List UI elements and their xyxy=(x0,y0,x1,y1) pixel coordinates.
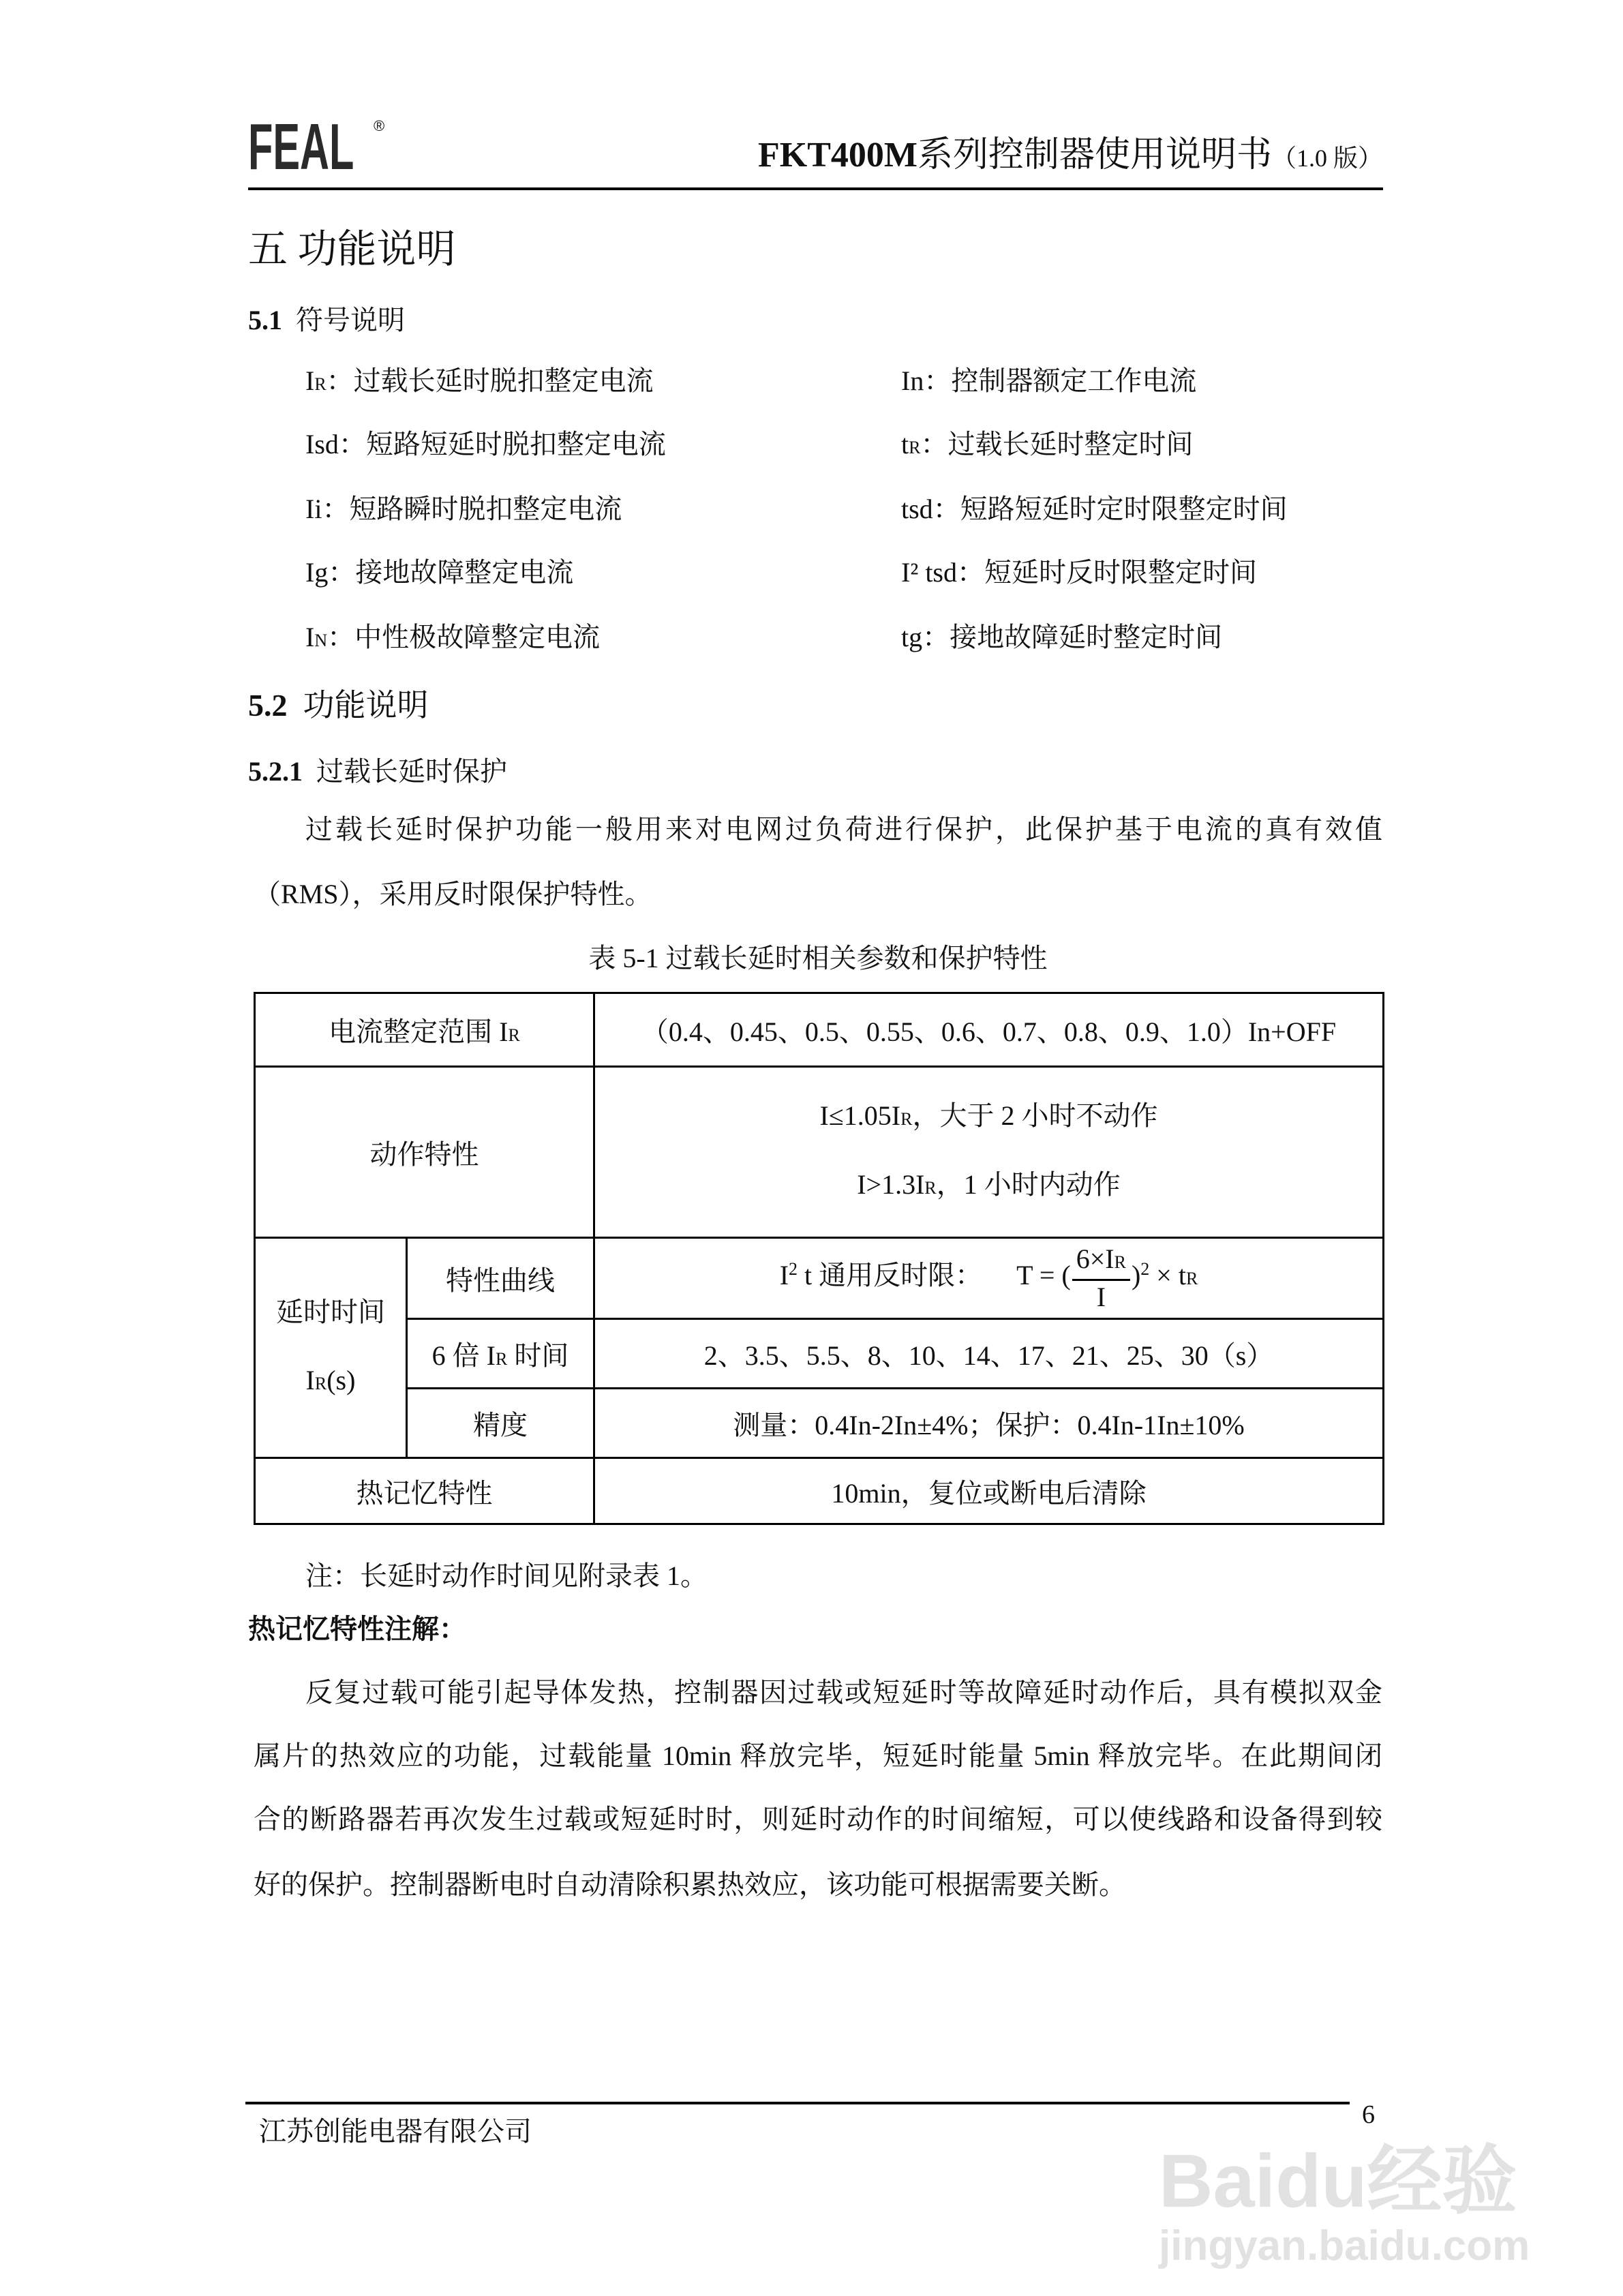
symbol-subscript: N xyxy=(314,631,328,650)
symbol-description: ：短路瞬时脱扣整定电流 xyxy=(322,494,622,524)
cell-value: 测量：0.4In-2In±4%；保护：0.4In-1In±10% xyxy=(594,1389,1384,1458)
symbol-description: ：过载长延时脱扣整定电流 xyxy=(326,365,654,396)
intro-line: 过载长延时保护功能一般用来对电网过负荷进行保护，此保护基于电流的真有效值 xyxy=(305,814,1382,845)
feal-logo: FEAL xyxy=(248,110,354,183)
section-5-2-1-heading xyxy=(248,750,507,789)
symbol: I xyxy=(305,622,315,652)
cell-label: 延时时间 IR(s) xyxy=(255,1238,407,1458)
company-name: 江苏创能电器有限公司 xyxy=(259,2116,532,2147)
cell-label: 热记忆特性 xyxy=(255,1458,594,1524)
section-number: 5.1 xyxy=(248,305,282,335)
version: （1.0 版） xyxy=(1271,145,1382,172)
document-title xyxy=(758,135,1382,179)
chapter-title: 五 功能说明 xyxy=(248,227,456,271)
cell-label: 特性曲线 xyxy=(407,1238,594,1319)
table-row xyxy=(255,1238,1384,1319)
thermal-title: 热记忆特性注解： xyxy=(248,1614,466,1644)
section-number: 5.2.1 xyxy=(248,756,303,787)
watermark-url: jingyan.baidu.com xyxy=(1159,2222,1530,2269)
cell-value: （0.4、0.45、0.5、0.55、0.6、0.7、0.8、0.9、1.0）In+OFF xyxy=(594,993,1384,1067)
symbol-item xyxy=(901,365,1196,400)
intro-line: （RMS），采用反时限保护特性。 xyxy=(254,879,652,909)
table-row xyxy=(255,993,1384,1067)
section-title: 符号说明 xyxy=(296,305,405,335)
cell-value: 10min，复位或断电后清除 xyxy=(594,1458,1384,1524)
cell-value: I≤1.05IR，大于 2 小时不动作 I>1.3IR，1 小时内动作 xyxy=(594,1067,1384,1238)
symbol-item xyxy=(305,494,622,528)
symbol-description: ：中性极故障整定电流 xyxy=(327,622,601,652)
section-number: 5.2 xyxy=(248,688,288,723)
page-number: 6 xyxy=(1362,2100,1375,2129)
symbol-item xyxy=(901,557,1257,592)
symbol-description: ：控制器额定工作电流 xyxy=(924,365,1197,396)
symbol-item xyxy=(901,494,1288,528)
section-5-1-heading xyxy=(248,299,405,337)
cell-label: 电流整定范围 IR xyxy=(255,993,594,1067)
symbol: Ii xyxy=(305,494,322,524)
cell-label: 6 倍 IR 时间 xyxy=(407,1319,594,1389)
table-row xyxy=(255,1458,1384,1524)
symbol: tsd xyxy=(901,494,933,524)
symbol-item xyxy=(901,429,1193,464)
symbol-item xyxy=(305,622,600,656)
symbol: Ig xyxy=(305,557,329,588)
symbol-description: ：接地故障延时整定时间 xyxy=(922,622,1223,652)
symbol: tg xyxy=(901,622,923,652)
symbol-item xyxy=(901,622,1222,656)
symbol-description: ：短路短延时定时限整定时间 xyxy=(932,494,1288,524)
table-caption: 表 5-1 过载长延时相关参数和保护特性 xyxy=(588,943,1048,973)
baidu-watermark xyxy=(1159,2141,1530,2270)
symbol: I² tsd xyxy=(901,557,957,588)
section-title: 过载长延时保护 xyxy=(316,756,507,787)
symbol-item xyxy=(305,429,666,464)
title-text: 系列控制器使用说明书 xyxy=(917,136,1272,175)
symbol-description: ：接地故障整定电流 xyxy=(328,557,574,588)
cell-label: 动作特性 xyxy=(255,1067,594,1238)
thermal-line: 属片的热效应的功能，过载能量 10min 释放完毕，短延时能量 5min 释放完毕。在此期间闭 xyxy=(254,1740,1382,1771)
symbol: I xyxy=(305,365,315,396)
symbol-subscript: R xyxy=(909,438,921,457)
cell-label: 精度 xyxy=(407,1389,594,1458)
thermal-line: 合的断路器若再次发生过载或短延时时，则延时动作的时间缩短，可以使线路和设备得到较 xyxy=(254,1804,1382,1834)
table-row xyxy=(255,1389,1384,1458)
symbol: t xyxy=(901,429,909,459)
thermal-line: 反复过载可能引起导体发热，控制器因过载或短延时等故障延时动作后，具有模拟双金 xyxy=(305,1677,1382,1708)
table-note: 注：长延时动作时间见附录表 1。 xyxy=(305,1560,708,1591)
symbol: Isd xyxy=(305,429,339,459)
cell-value: 2、3.5、5.5、8、10、14、17、21、25、30（s） xyxy=(594,1319,1384,1389)
table-row xyxy=(255,1067,1384,1238)
footer-divider xyxy=(245,2102,1350,2104)
parameter-table xyxy=(254,992,1384,1525)
registered-mark: ® xyxy=(374,117,385,134)
model-name: FKT400M xyxy=(757,136,917,175)
thermal-line: 好的保护。控制器断电时自动清除积累热效应，该功能可根据需要关断。 xyxy=(254,1869,1126,1900)
symbol: In xyxy=(901,365,924,396)
header-divider xyxy=(248,187,1383,190)
formula-cell: $I^2$ t 通用反时限： T = ( $\frac{6\times IR}{I}$ )$^2$ × tR xyxy=(594,1238,1384,1319)
table-row xyxy=(255,1319,1384,1389)
symbol-description: ：短延时反时限整定时间 xyxy=(957,557,1257,588)
section-5-2-heading xyxy=(248,680,429,725)
symbol-description: ：短路短延时脱扣整定电流 xyxy=(338,429,666,459)
formula-fraction: $\frac{6\times IR}{I}$ xyxy=(1072,1243,1130,1314)
watermark-brand: Baidu经验 xyxy=(1159,2139,1517,2223)
section-title: 功能说明 xyxy=(303,688,429,723)
symbol-item xyxy=(305,365,654,400)
symbol-item xyxy=(305,557,573,592)
symbol-subscript: R xyxy=(314,374,327,394)
symbol-description: ：过载长延时整定时间 xyxy=(920,429,1194,459)
